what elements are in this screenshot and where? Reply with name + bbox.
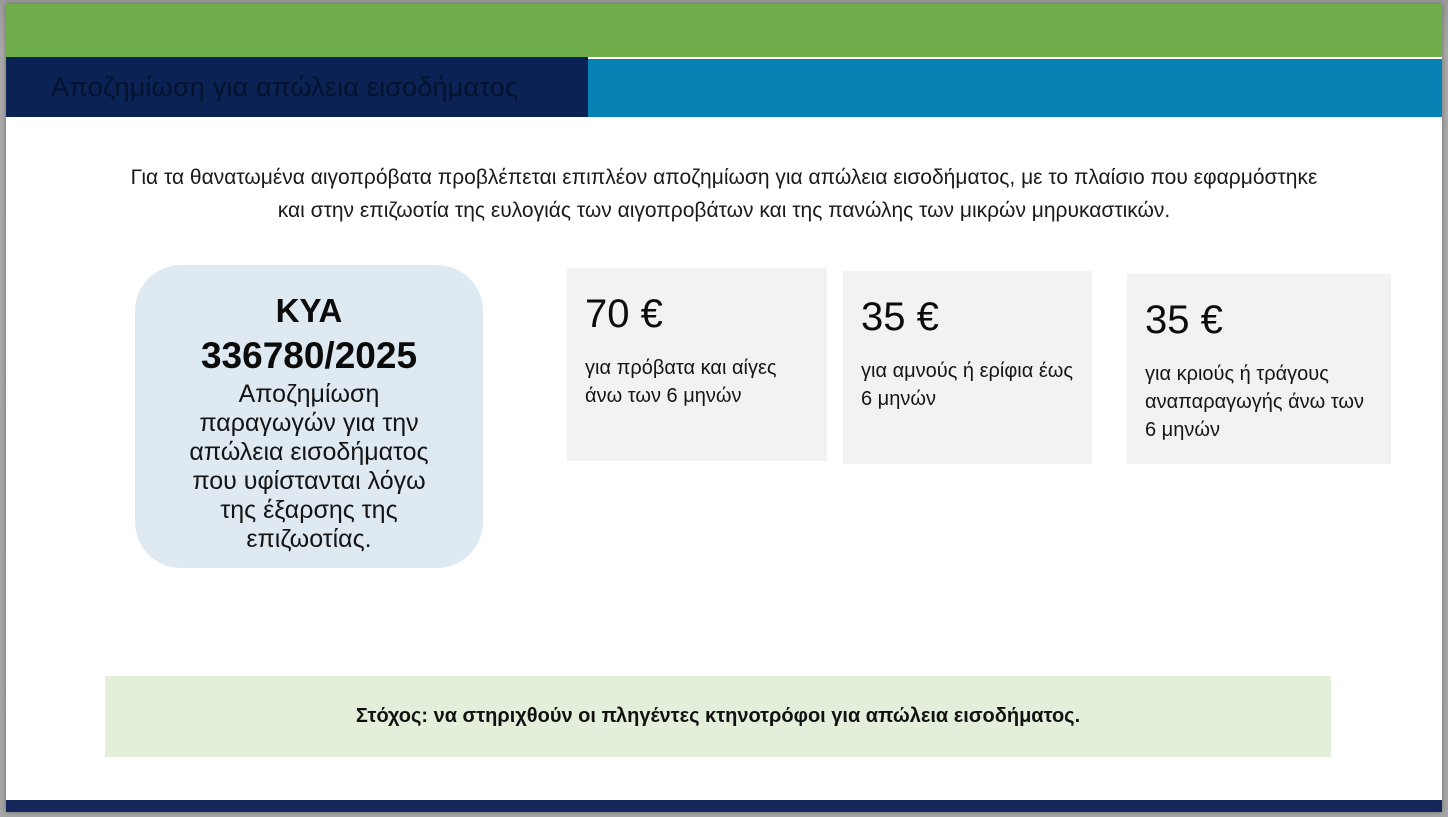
kya-label: ΚΥΑ xyxy=(275,292,343,329)
footer-navy-bar xyxy=(6,800,1442,812)
rate-card-lambs-kids xyxy=(843,271,1092,464)
rate-description: για κριούς ή τράγους αναπαραγωγής άνω των 6 μηνών xyxy=(1145,363,1365,441)
goal-banner xyxy=(105,676,1331,757)
rate-card-sheep-goats xyxy=(567,268,827,461)
header-blue-bar xyxy=(588,59,1442,117)
title-block xyxy=(6,57,588,117)
rate-description: για αμνούς ή ερίφια έως 6 μηνών xyxy=(861,360,1074,410)
rate-description: για πρόβατα και αίγες άνω των 6 μηνών xyxy=(585,357,777,407)
rate-amount: 70 € xyxy=(585,292,663,336)
kya-box xyxy=(135,265,483,568)
intro-paragraph: Για τα θανατωμένα αιγοπρόβατα προβλέπεται επιπλέον αποζημίωση για απώλεια εισοδήματος, με το πλαίσιο που εφαρμόστηκε και στην επιζωοτία της ευλογιάς των αιγοπροβάτων και της πανώλης των μικρών μηρυκαστικών. xyxy=(130,166,1318,222)
kya-number: 336780/2025 xyxy=(200,335,418,376)
presentation-slide xyxy=(6,4,1442,812)
header-green-bar xyxy=(6,4,1442,57)
rate-amount: 35 € xyxy=(1145,298,1223,342)
slide-title: Αποζημίωση για απώλεια εισοδήματος xyxy=(51,71,519,102)
rate-card-rams-bucks xyxy=(1127,274,1391,464)
kya-description: Αποζημίωση παραγωγών για την απώλεια εισοδήματος που υφίστανται λόγω της έξαρσης της επιζωοτίας. xyxy=(189,380,429,553)
rate-amount: 35 € xyxy=(861,295,939,339)
goal-banner-text: Στόχος: να στηριχθούν οι πληγέντες κτηνοτρόφοι για απώλεια εισοδήματος. xyxy=(355,705,1081,727)
